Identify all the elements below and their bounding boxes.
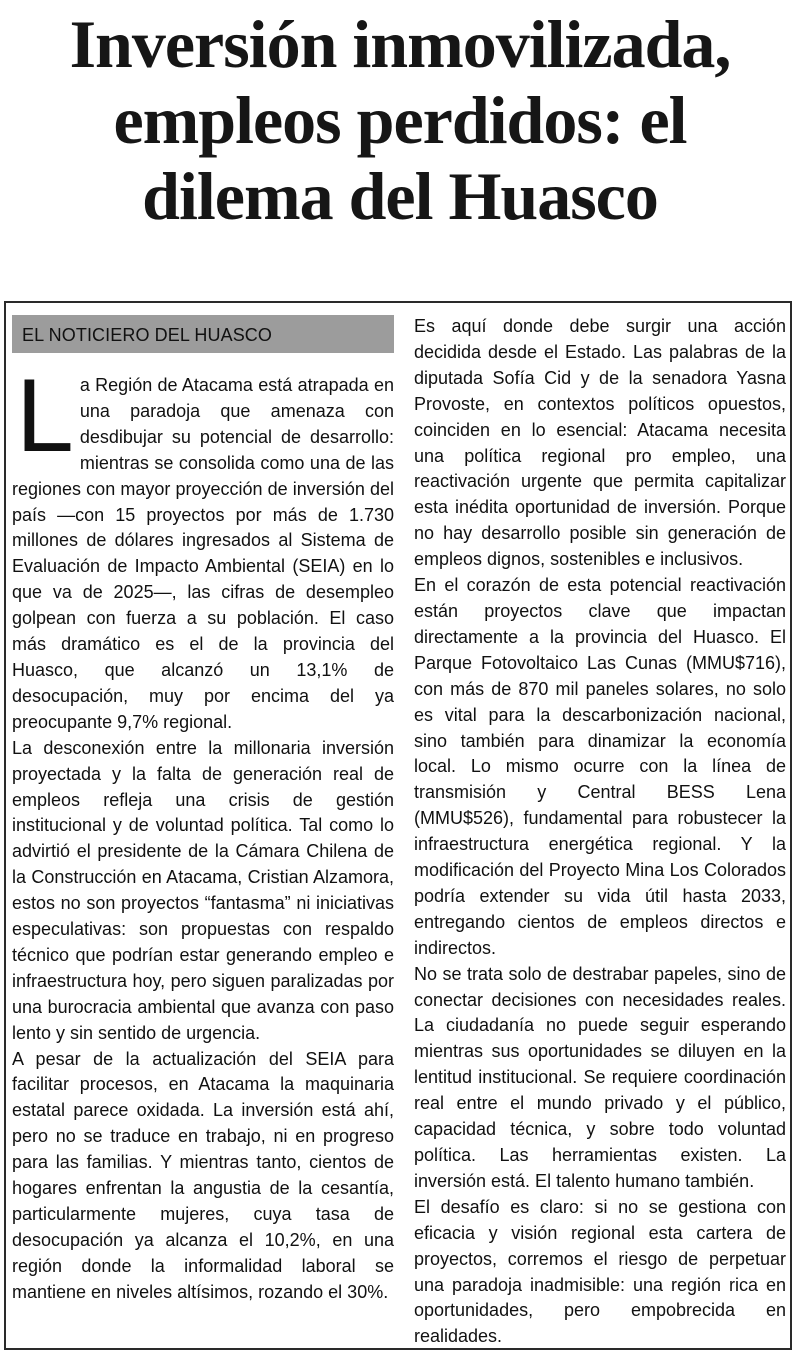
headline-line-1: Inversión inmovilizada,	[69, 6, 731, 82]
headline	[0, 6, 800, 234]
headline-line-2: empleos perdidos: el	[113, 82, 687, 158]
article-box	[4, 301, 792, 1350]
headline-line-3: dilema del Huasco	[142, 158, 658, 234]
paragraph-1-text: a Región de Atacama está atrapada en una paradoja que amenaza con desdibujar su potencial de desarrollo: mientras se consolida como una de las regiones con mayor proyección de inversión del país —con 15 proyectos por más de 1.730 millones de dólares ingresados al Sistema de Evaluación de Impacto Ambiental (SEIA) en lo que va de 2025—, las cifras de desempleo golpean con fuerza a su población. El caso más dramático es el de la provincia del Huasco, que alcanzó un 13,1% de desocupación, muy por encima del ya preocupante 9,7% regional.	[12, 375, 394, 732]
paragraph-7: El desafío es claro: si no se gestiona con eficacia y visión regional esta cartera de proyectos, corremos el riesgo de perpetuar una paradoja inadmisible: una región rica en oportunidades, pero empobrecida en realidades.	[414, 1196, 786, 1347]
drop-cap: L	[16, 358, 74, 474]
paragraph-1	[12, 358, 394, 736]
left-column	[12, 315, 394, 1306]
right-column	[414, 314, 786, 1350]
paragraph-3: A pesar de la actualización del SEIA para facilitar procesos, en Atacama la maquinaria estatal parece oxidada. La inversión está ahí, pero no se traduce en trabajo, ni en progreso para las familias. Y mientras tanto, cientos de hogares enfrentan la angustia de la cesantía, particularmente mujeres, cuya tasa de desocupación ya alcanza el 10,2%, en una región donde la informalidad laboral se mantiene en niveles altísimos, rozando el 30%.	[12, 1048, 394, 1302]
paragraph-5: En el corazón de esta potencial reactivación están proyectos clave que impactan directamente a la provincia del Huasco. El Parque Fotovoltaico Las Cunas (MMU$716), con más de 870 mil paneles solares, no solo es vital para la descarbonización nacional, sino también para dinamizar la economía local. Lo mismo ocurre con la línea de transmisión y Central BESS Lena (MMU$526), fundamental para robustecer la infraestructura energética regional. Y la modificación del Proyecto Mina Los Colorados podría extender su vida útil hasta 2033, entregando cientos de empleos directos e indirectos.	[414, 575, 786, 958]
paragraph-4: Es aquí donde debe surgir una acción decidida desde el Estado. Las palabras de la diputada Sofía Cid y de la senadora Yasna Provoste, en contextos políticos opuestos, coinciden en lo esencial: Atacama necesita una política regional pro empleo, una reactivación urgente que permita capitalizar esta inédita oportunidad de inversión. Porque no hay desarrollo posible sin generación de empleos dignos, sostenibles e inclusivos.	[414, 316, 786, 570]
section-label: EL NOTICIERO DEL HUASCO	[12, 315, 394, 353]
paragraph-2: La desconexión entre la millonaria inversión proyectada y la falta de generación real de empleos refleja una crisis de gestión institucional y de voluntad política. Tal como lo advirtió el presidente de la Cámara Chilena de la Construcción en Atacama, Cristian Alzamora, estos no son proyectos “fantasma” ni iniciativas especulativas: son propuestas con respaldo técnico que podrían estar generando empleo e infraestructura hoy, pero siguen paralizadas por una burocracia ambiental que avanza con paso lento y sin sentido de urgencia.	[12, 737, 394, 1043]
paragraph-6: No se trata solo de destrabar papeles, sino de conectar decisiones con necesidades reales. La ciudadanía no puede seguir esperando mientras sus oportunidades se diluyen en la lentitud institucional. Se requiere coordinación real entre el mundo privado y el público, capacidad técnica, y sobre todo voluntad política. Las herramientas existen. La inversión está. El talento humano también.	[414, 963, 786, 1191]
